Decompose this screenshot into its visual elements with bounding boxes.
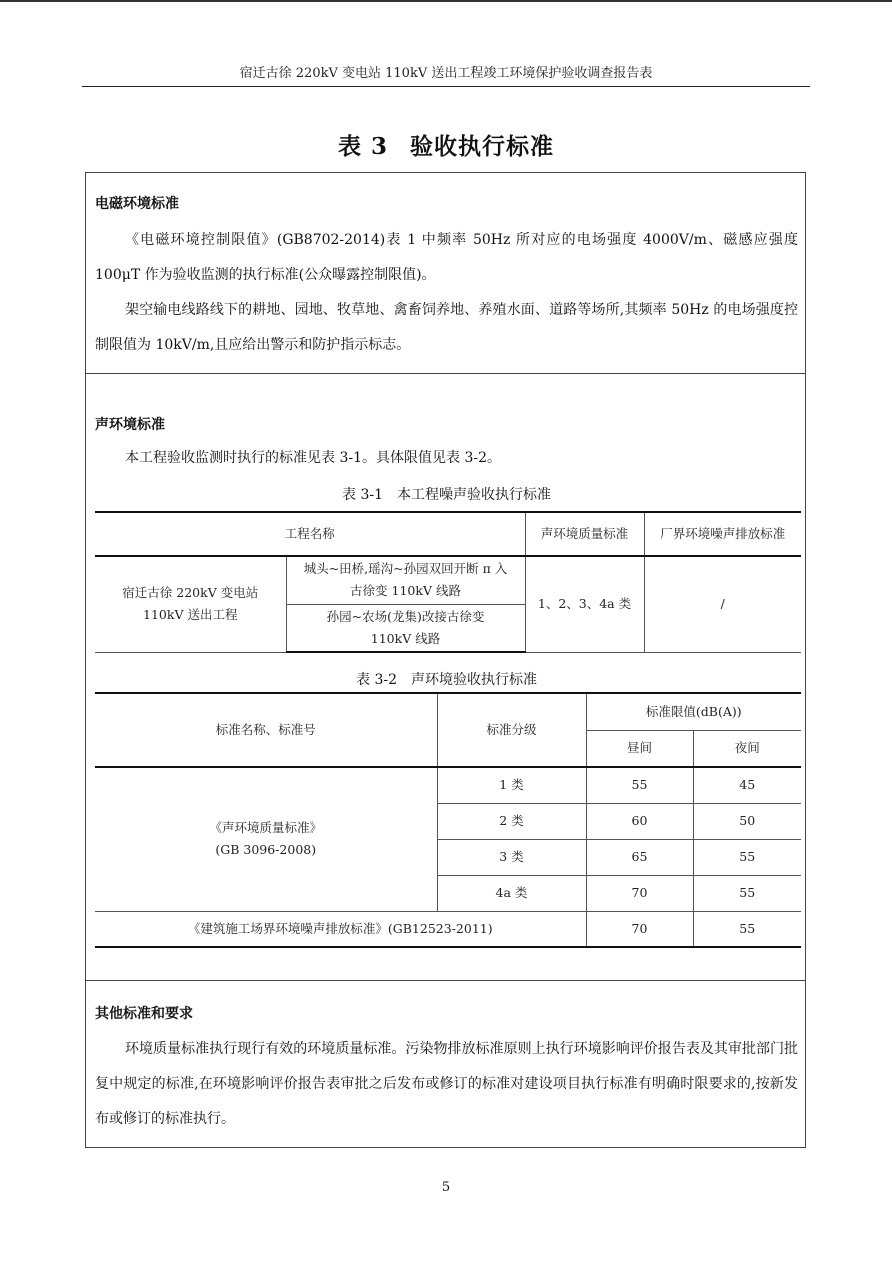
t1-line-1: [286, 556, 525, 604]
t1-header-project: 工程名称: [95, 512, 525, 556]
top-rule: [0, 0, 892, 2]
t2-construction-name: 《建筑施工场界环境噪声排放标准》(GB12523-2011): [95, 911, 586, 947]
t2-gb3096-code: (GB 3096-2008): [215, 842, 317, 858]
t1-line-2: [286, 604, 525, 652]
table-3-1: [95, 511, 801, 653]
t2-row-day: 55: [586, 767, 693, 803]
t2-header-night: 夜间: [693, 730, 801, 767]
t1-line-2-a: 孙园~农场(龙集)改接古徐变: [326, 608, 485, 624]
t1-project-line2: 110kV 送出工程: [143, 607, 238, 623]
t1-project-line1: 宿迁古徐 220kV 变电站: [122, 585, 259, 601]
t1-header-emission: 厂界环境噪声排放标准: [644, 512, 801, 556]
t2-row-level: 3 类: [437, 839, 586, 875]
t1-line-1-a: 城头~田桥,瑶沟~孙园双回开断 π 入: [303, 561, 508, 577]
t1-emission-value: /: [644, 556, 801, 652]
noise-heading: 声环境标准: [95, 417, 165, 433]
noise-standard-section: [86, 374, 805, 981]
other-heading: 其他标准和要求: [95, 1006, 193, 1022]
table-title: 验收执行标准: [410, 133, 554, 160]
page-title: [0, 128, 892, 161]
t2-header-name: 标准名称、标准号: [95, 693, 437, 767]
table-number: 表 3: [337, 133, 388, 160]
t2-row-level: 2 类: [437, 803, 586, 839]
t2-row-level: 4a 类: [437, 875, 586, 911]
t2-header-level: 标准分级: [437, 693, 586, 767]
t2-construction-day: 70: [586, 911, 693, 947]
t2-construction-night: 55: [693, 911, 801, 947]
t1-header-quality: 声环境质量标准: [525, 512, 644, 556]
noise-intro: 本工程验收监测时执行的标准见表 3-1。具体限值见表 3-2。: [125, 450, 501, 466]
t2-header-day: 昼间: [586, 730, 693, 767]
t2-gb3096-name: [95, 767, 437, 911]
t2-header-limit: 标准限值(dB(A)): [586, 693, 801, 730]
t2-gb3096-title: 《声环境质量标准》: [209, 820, 322, 836]
t2-row-day: 60: [586, 803, 693, 839]
table-3-1-caption: 表 3-1 本工程噪声验收执行标准: [342, 487, 551, 503]
document-header: 宿迁古徐 220kV 变电站 110kV 送出工程竣工环境保护验收调查报告表: [82, 62, 810, 87]
t2-row-level: 1 类: [437, 767, 586, 803]
t1-quality-value: 1、2、3、4a 类: [525, 556, 644, 652]
table-3-2-caption: 表 3-2 声环境验收执行标准: [356, 672, 537, 688]
t1-project-name: [95, 556, 286, 652]
t2-row-night: 45: [693, 767, 801, 803]
t1-line-1-b: 古徐变 110kV 线路: [350, 583, 461, 599]
table-3-2: [95, 692, 801, 948]
standards-frame: [85, 172, 806, 1148]
t2-row-night: 50: [693, 803, 801, 839]
page-number: 5: [441, 1180, 451, 1195]
t2-row-night: 55: [693, 875, 801, 911]
t2-row-day: 65: [586, 839, 693, 875]
em-paragraph-1: 《电磁环境控制限值》(GB8702-2014)表 1 中频率 50Hz 所对应的电场强度 4000V/m、磁感应强度 100μT 作为验收监测的执行标准(公众曝露控制限值)。: [95, 232, 798, 283]
t1-line-2-b: 110kV 线路: [370, 630, 441, 646]
em-paragraph-2: 架空输电线路线下的耕地、园地、牧草地、禽畜饲养地、养殖水面、道路等场所,其频率 50Hz 的电场强度控制限值为 10kV/m,且应给出警示和防护指示标志。: [95, 302, 798, 353]
t2-row-day: 70: [586, 875, 693, 911]
other-paragraph: 环境质量标准执行现行有效的环境质量标准。污染物排放标准原则上执行环境影响评价报告表及其审批部门批复中规定的标准,在环境影响评价报告表审批之后发布或修订的标准对建设项目执行标准有明确时限要求的,按新发布或修订的标准执行。: [95, 1041, 798, 1127]
other-standard-section: [86, 981, 805, 1147]
em-standard-section: [86, 173, 805, 374]
t2-row-night: 55: [693, 839, 801, 875]
em-heading: 电磁环境标准: [95, 196, 179, 212]
